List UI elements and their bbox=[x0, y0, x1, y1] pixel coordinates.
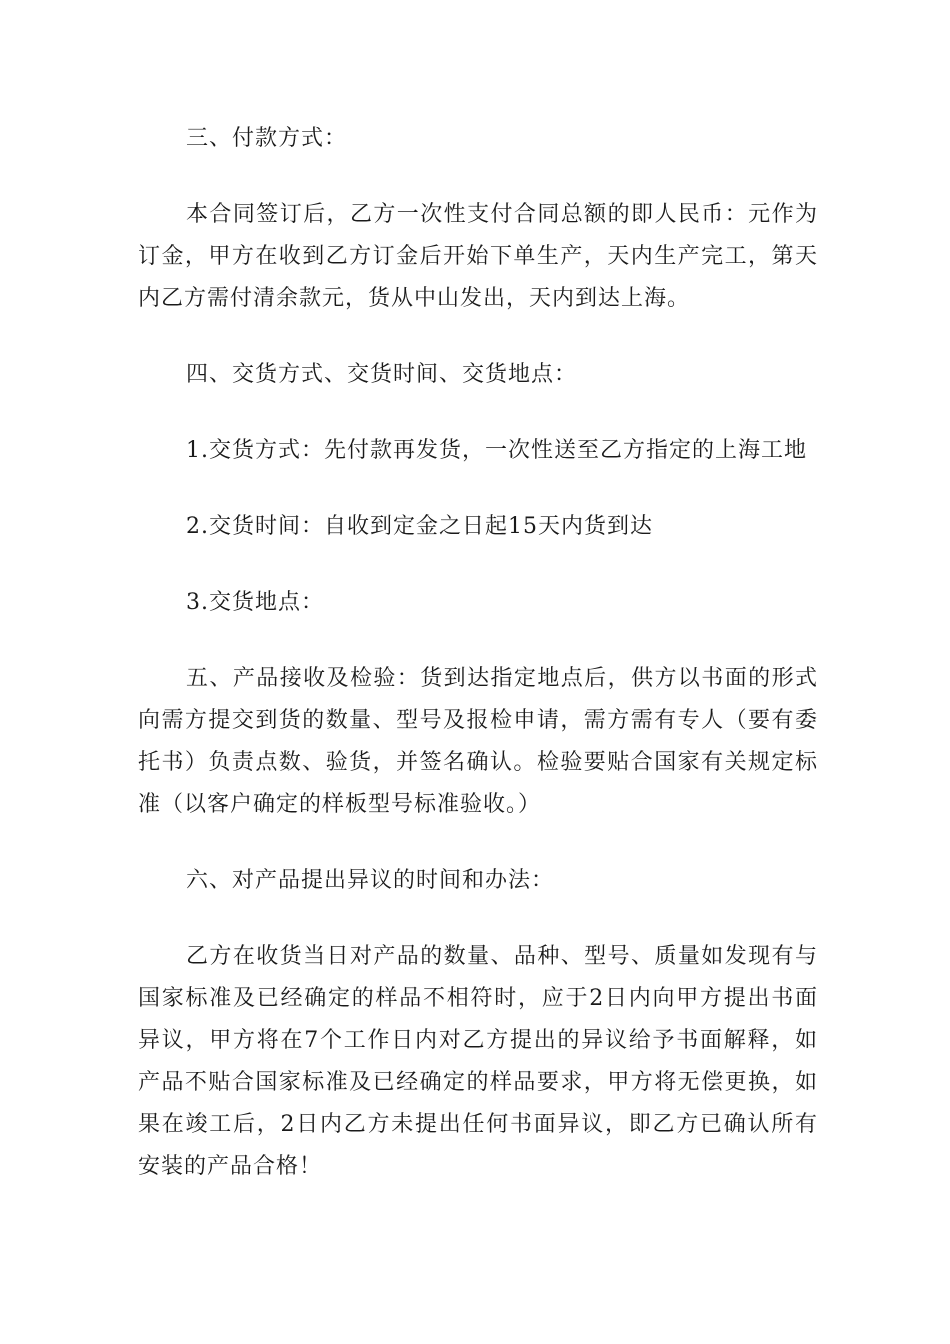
section-heading-payment: 三、付款方式： bbox=[186, 126, 348, 151]
paragraph-objection-terms: 乙方在收货当日对产品的数量、品种、型号、质量如发现有与国家标准及已经确定的样品不相符时，应于2日内向甲方提出书面异议，甲方将在7个工作日内对乙方提出的异议给予书面解释，如产品不贴合国家标准及已经确定的样品要求，甲方将无偿更换，如果在竣工后，2日内乙方未提出任何书面异议，即乙方已确认所有安装的产品合格！ bbox=[138, 944, 818, 1179]
section-heading-objection: 六、对产品提出异议的时间和办法： bbox=[186, 868, 555, 893]
delivery-time-item: 2.交货时间：自收到定金之日起15天内货到达 bbox=[186, 514, 653, 539]
document-body bbox=[138, 118, 818, 1222]
delivery-method-item: 1.交货方式：先付款再发货，一次性送至乙方指定的上海工地 bbox=[186, 438, 807, 463]
delivery-location-item: 3.交货地点： bbox=[186, 590, 324, 615]
paragraph-payment-terms: 本合同签订后，乙方一次性支付合同总额的即人民币：元作为订金，甲方在收到乙方订金后开始下单生产，天内生产完工，第天内乙方需付清余款元，货从中山发出，天内到达上海。 bbox=[138, 202, 818, 311]
section-heading-delivery: 四、交货方式、交货时间、交货地点： bbox=[186, 362, 578, 387]
paragraph-inspection: 五、产品接收及检验：货到达指定地点后，供方以书面的形式向需方提交到货的数量、型号及报检申请，需方需有专人（要有委托书）负责点数、验货，并签名确认。检验要贴合国家有关规定标准（以客户确定的样板型号标准验收。） bbox=[138, 666, 818, 817]
